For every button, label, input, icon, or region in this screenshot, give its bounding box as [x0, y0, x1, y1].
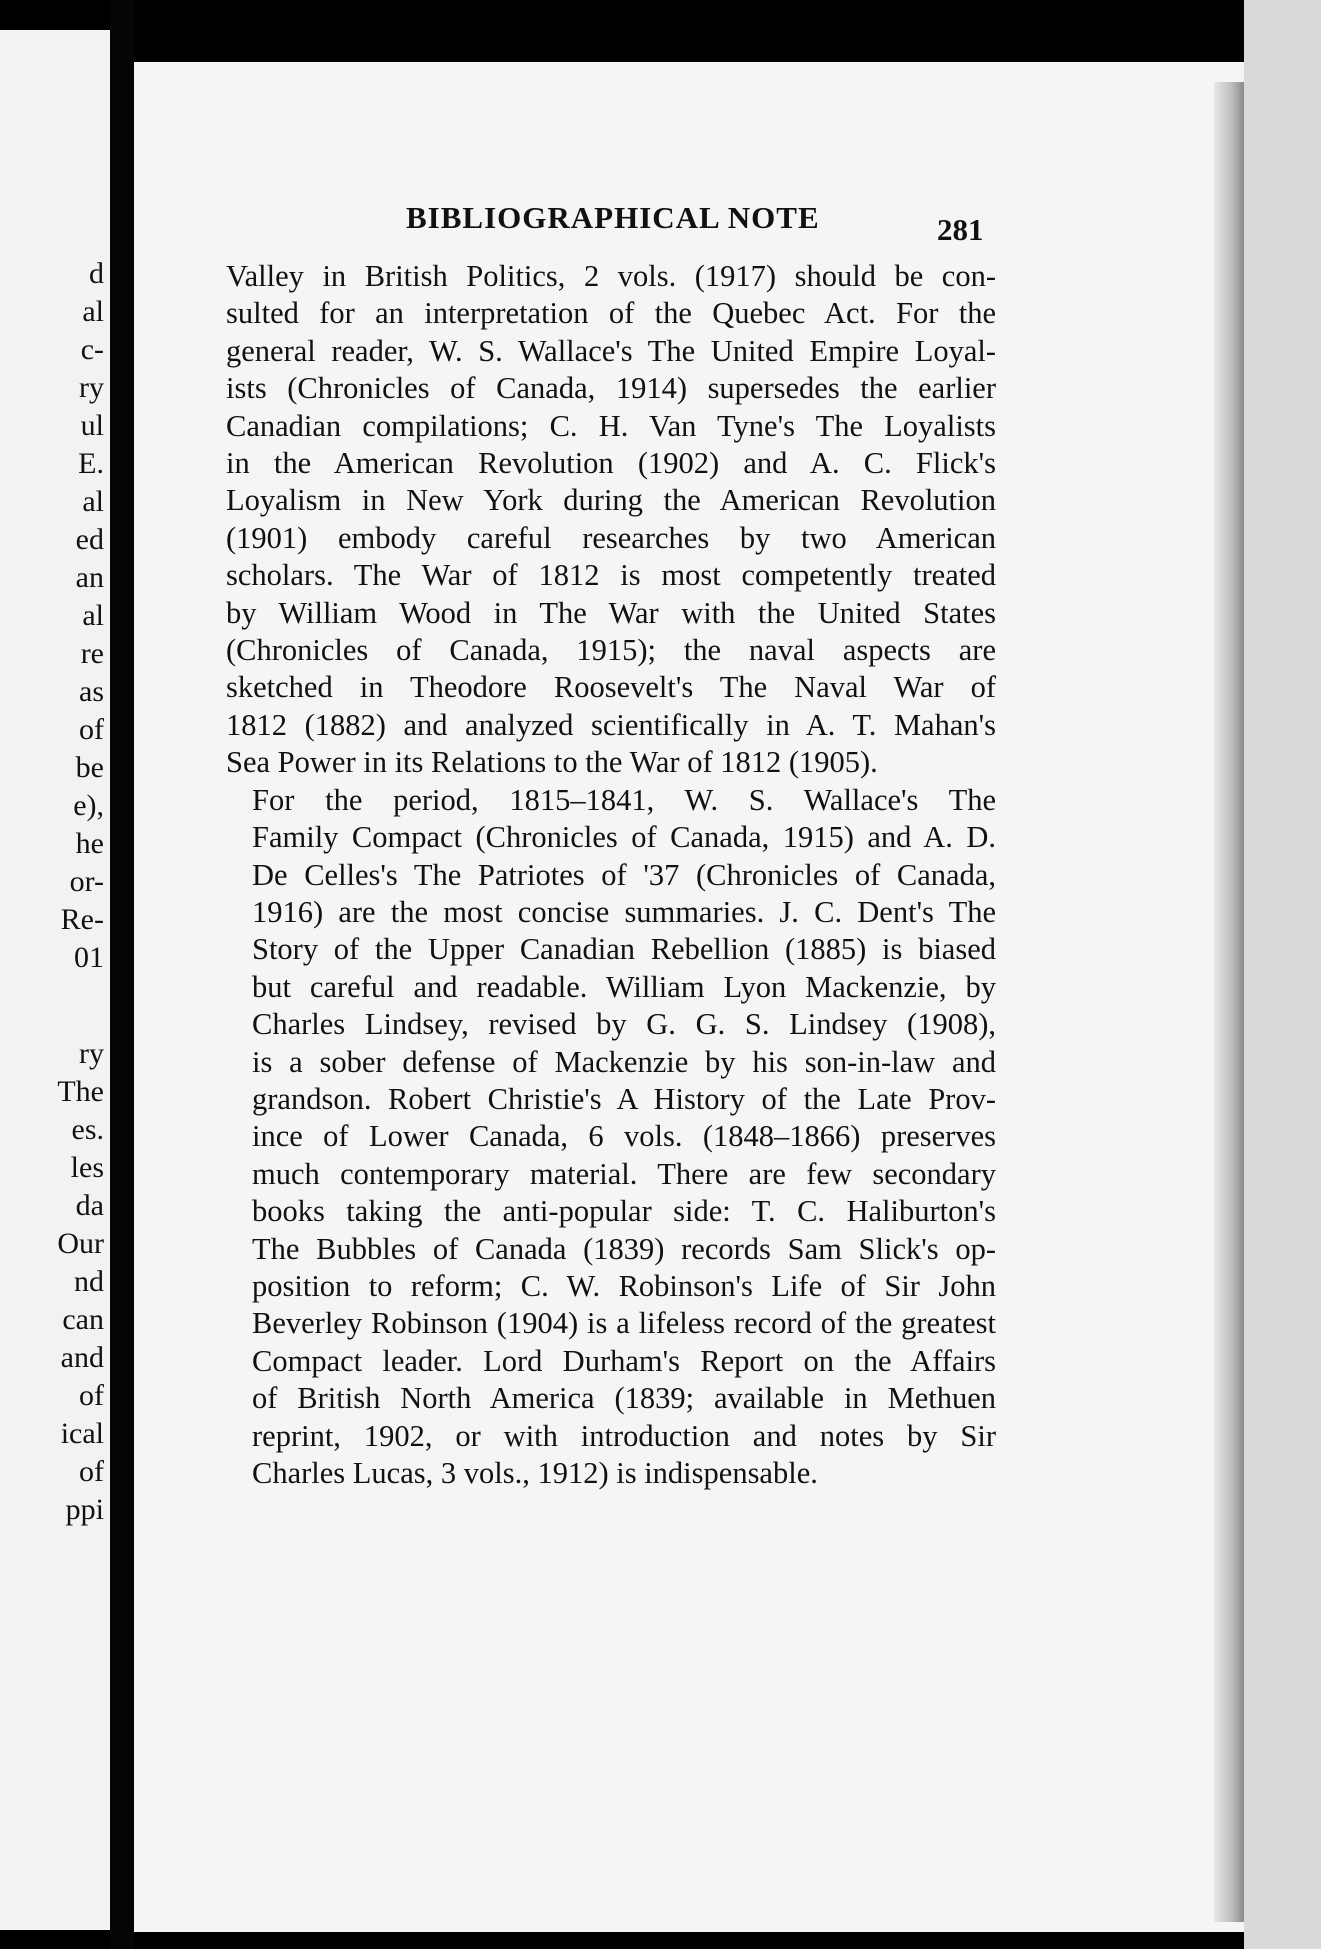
left-fragment: or- — [69, 865, 104, 898]
left-fragment: ical — [60, 1417, 104, 1450]
left-fragment: les — [70, 1151, 104, 1184]
text-line: Loyalism in New York during the American Revolution — [226, 483, 996, 518]
left-fragment: d — [89, 257, 104, 290]
left-fragment: ppi — [65, 1493, 104, 1526]
page-edge — [1214, 82, 1244, 1922]
left-fragment: es. — [71, 1113, 104, 1146]
text-line: Family Compact (Chronicles of Canada, 1915) and A. D. — [252, 820, 996, 855]
paragraph-1 — [226, 258, 996, 782]
left-fragment: can — [62, 1303, 104, 1336]
left-fragment: E. — [78, 447, 104, 480]
text-line: Charles Lucas, 3 vols., 1912) is indispensable. — [252, 1456, 818, 1490]
left-page-text-fragments — [0, 255, 110, 1529]
left-fragment: al — [82, 599, 104, 632]
left-fragment: ry — [79, 1037, 104, 1070]
book-gutter — [110, 0, 134, 1949]
text-line: Valley in British Politics, 2 vols. (1917) should be con- — [226, 259, 996, 293]
left-fragment: ul — [80, 409, 104, 442]
text-line: (Chronicles of Canada, 1915); the naval aspects are — [226, 633, 996, 668]
left-fragment: ed — [75, 523, 104, 556]
left-fragment: Our — [57, 1227, 104, 1260]
running-head: BIBLIOGRAPHICAL NOTE — [406, 200, 820, 235]
text-line: grandson. Robert Christie's A History of the Late Prov- — [252, 1081, 996, 1116]
left-fragment: be — [75, 751, 104, 784]
left-facing-page — [0, 30, 110, 1930]
text-line: For the period, 1815–1841, W. S. Wallace's The — [252, 782, 996, 817]
left-fragment: and — [60, 1341, 104, 1374]
text-line: but careful and readable. William Lyon Mackenzie, by — [252, 969, 996, 1004]
text-line: sketched in Theodore Roosevelt's The Naval War of — [226, 670, 996, 705]
text-line: position to reform; C. W. Robinson's Life of Sir John — [252, 1268, 996, 1303]
text-line: 1916) are the most concise summaries. J. C. Dent's The — [252, 894, 996, 929]
text-line: Sea Power in its Relations to the War of 1812 (1905). — [226, 745, 878, 780]
left-fragment: al — [82, 485, 104, 518]
left-fragment: as — [79, 675, 104, 708]
left-fragment: al — [82, 295, 104, 328]
text-line: of British North America (1839; available in Methuen — [252, 1381, 996, 1416]
text-line: books taking the anti-popular side: T. C. Haliburton's — [252, 1194, 996, 1229]
text-line: much contemporary material. There are few secondary — [252, 1156, 996, 1191]
text-line: Charles Lindsey, revised by G. G. S. Lindsey (1908), — [252, 1007, 996, 1042]
scan-background-right — [1244, 0, 1321, 1949]
left-fragment: he — [75, 827, 104, 860]
book-page — [134, 62, 1244, 1932]
left-fragment: nd — [74, 1265, 104, 1298]
left-fragment: ry — [79, 371, 104, 404]
body-text — [226, 258, 996, 1492]
paragraph-2 — [226, 782, 996, 1493]
left-fragment: da — [75, 1189, 104, 1222]
text-line: Beverley Robinson (1904) is a lifeless record of the greatest — [252, 1306, 996, 1341]
left-fragment: Re- — [60, 903, 104, 936]
text-line: (1901) embody careful researches by two American — [226, 520, 996, 555]
page-number: 281 — [937, 212, 984, 247]
text-line: scholars. The War of 1812 is most competently treated — [226, 558, 996, 593]
left-fragment: of — [79, 1379, 104, 1412]
text-line: in the American Revolution (1902) and A. C. Flick's — [226, 446, 996, 481]
text-line: by William Wood in The War with the United States — [226, 595, 996, 630]
text-line: Story of the Upper Canadian Rebellion (1885) is biased — [252, 932, 996, 967]
text-line: ists (Chronicles of Canada, 1914) supersedes the earlier — [226, 371, 996, 406]
left-fragment: 01 — [74, 941, 104, 974]
left-fragment: re — [80, 637, 104, 670]
text-line: The Bubbles of Canada (1839) records Sam Slick's op- — [252, 1231, 996, 1266]
text-line: is a sober defense of Mackenzie by his son-in-law and — [252, 1044, 996, 1079]
text-line: Canadian compilations; C. H. Van Tyne's The Loyalists — [226, 408, 996, 443]
left-fragment: c- — [80, 333, 104, 366]
left-fragment: of — [79, 713, 104, 746]
text-line: De Celles's The Patriotes of '37 (Chronicles of Canada, — [252, 857, 996, 892]
left-fragment — [0, 977, 110, 1035]
left-fragment: an — [75, 561, 104, 594]
left-fragment: The — [57, 1075, 104, 1108]
text-line: Compact leader. Lord Durham's Report on the Affairs — [252, 1343, 996, 1378]
text-line: ince of Lower Canada, 6 vols. (1848–1866) preserves — [252, 1119, 996, 1154]
text-line: reprint, 1902, or with introduction and notes by Sir — [252, 1418, 996, 1453]
text-line: sulted for an interpretation of the Quebec Act. For the — [226, 296, 996, 331]
text-line: 1812 (1882) and analyzed scientifically in A. T. Mahan's — [226, 707, 996, 742]
left-fragment: e), — [73, 789, 104, 822]
left-fragment: of — [79, 1455, 104, 1488]
text-line: general reader, W. S. Wallace's The United Empire Loyal- — [226, 333, 996, 368]
